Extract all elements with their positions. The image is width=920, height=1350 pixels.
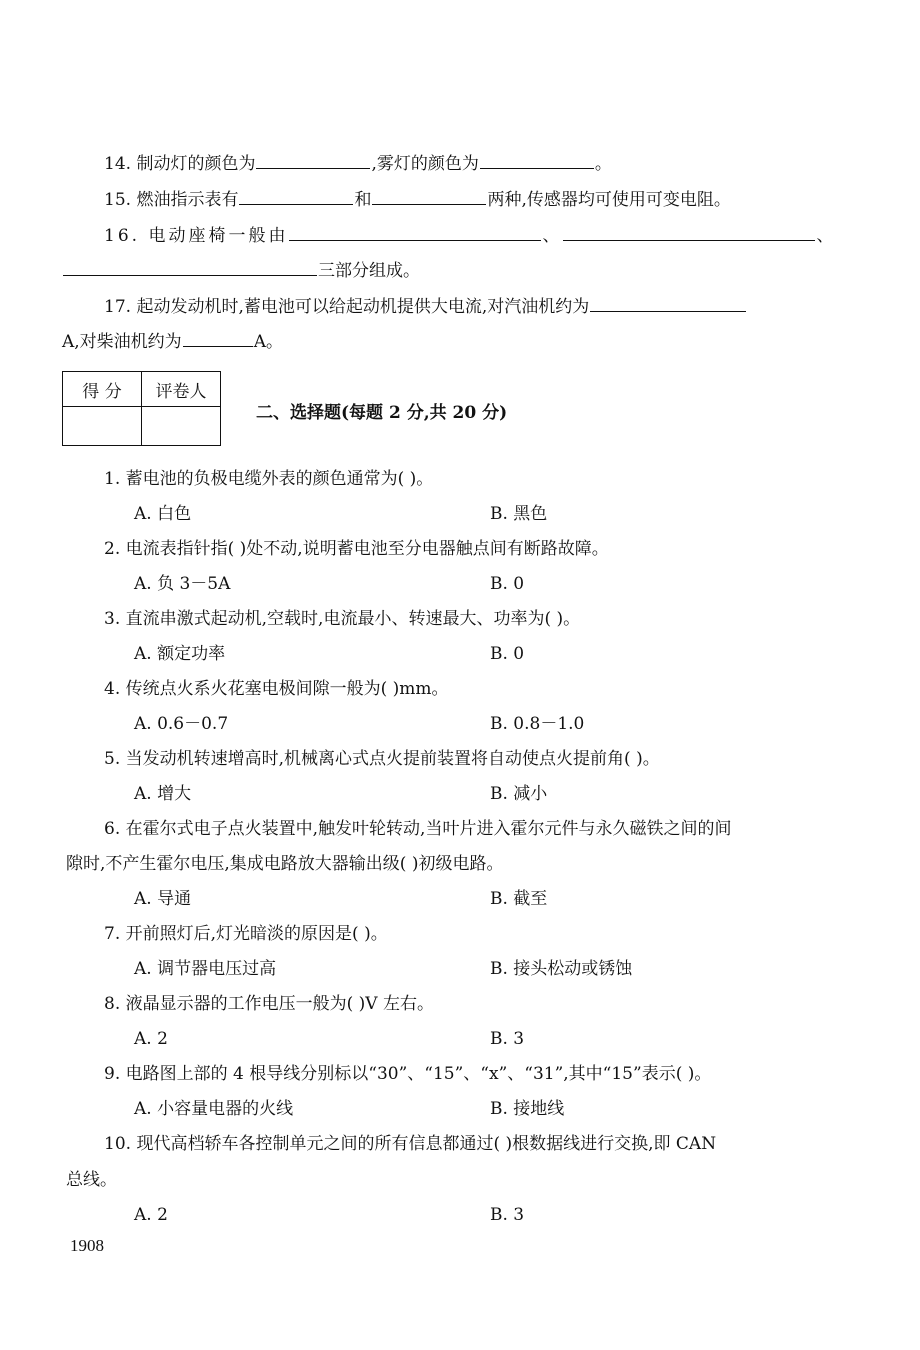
- answer-blank[interactable]: [590, 293, 746, 312]
- option-a[interactable]: A. 2: [134, 1205, 168, 1225]
- question-15: 15. 燃油指示表有 和 两种,传感器均可使用可变电阻。: [104, 186, 731, 212]
- answer-blank[interactable]: [63, 257, 317, 276]
- question-text: 5. 当发动机转速增高时,机械离心式点火提前装置将自动使点火提前角( )。: [104, 749, 660, 769]
- answer-blank[interactable]: [563, 222, 815, 241]
- option-a[interactable]: A. 导通: [134, 889, 192, 909]
- question-text: 7. 开前照灯后,灯光暗淡的原因是( )。: [104, 924, 388, 944]
- answer-blank[interactable]: [183, 328, 253, 347]
- question-text: 3. 直流串激式起动机,空载时,电流最小、转速最大、功率为( )。: [104, 609, 581, 629]
- option-b[interactable]: B. 截至: [490, 889, 548, 909]
- option-a[interactable]: A. 0.6－0.7: [134, 714, 229, 734]
- option-b[interactable]: B. 黑色: [490, 504, 548, 524]
- question-14: 14. 制动灯的颜色为 ,雾灯的颜色为 。: [104, 150, 612, 176]
- option-a[interactable]: A. 2: [134, 1029, 168, 1049]
- question-text: 2. 电流表指针指( )处不动,说明蓄电池至分电器触点间有断路故障。: [104, 539, 609, 559]
- grader-cell[interactable]: [142, 407, 221, 446]
- option-b[interactable]: B. 接头松动或锈蚀: [490, 959, 633, 979]
- question-16: 16. 电动座椅一般由 、 、: [104, 222, 836, 248]
- option-a[interactable]: A. 负 3－5A: [134, 574, 231, 594]
- score-cell[interactable]: [63, 407, 142, 446]
- option-a[interactable]: A. 调节器电压过高: [134, 959, 277, 979]
- answer-blank[interactable]: [372, 186, 486, 205]
- question-text: 1. 蓄电池的负极电缆外表的颜色通常为( )。: [104, 469, 434, 489]
- question-16-cont: 三部分组成。: [62, 257, 420, 283]
- answer-blank[interactable]: [239, 186, 353, 205]
- option-b[interactable]: B. 3: [490, 1029, 525, 1049]
- option-b[interactable]: B. 减小: [490, 784, 548, 804]
- question-text: 4. 传统点火系火花塞电极间隙一般为( )mm。: [104, 679, 449, 699]
- answer-blank[interactable]: [256, 150, 370, 169]
- grader-label: 评卷人: [142, 372, 221, 407]
- option-b[interactable]: B. 0: [490, 644, 525, 664]
- question-17-cont: A,对柴油机约为 A。: [62, 328, 283, 354]
- option-a[interactable]: A. 白色: [134, 504, 192, 524]
- question-text: 10. 现代高档轿车各控制单元之间的所有信息都通过( )根数据线进行交换,即 CAN: [104, 1134, 717, 1154]
- option-b[interactable]: B. 3: [490, 1205, 525, 1225]
- option-b[interactable]: B. 0: [490, 574, 525, 594]
- option-b[interactable]: B. 0.8－1.0: [490, 714, 585, 734]
- question-text-cont: 总线。: [66, 1170, 117, 1190]
- option-b[interactable]: B. 接地线: [490, 1099, 565, 1119]
- score-box: [62, 371, 221, 446]
- question-text: 8. 液晶显示器的工作电压一般为( )V 左右。: [104, 994, 434, 1014]
- score-label: 得 分: [63, 372, 142, 407]
- answer-blank[interactable]: [289, 222, 541, 241]
- page-number: 1908: [70, 1236, 104, 1255]
- question-text: 6. 在霍尔式电子点火装置中,触发叶轮转动,当叶片进入霍尔元件与永久磁铁之间的间: [104, 819, 732, 839]
- option-a[interactable]: A. 增大: [134, 784, 192, 804]
- answer-blank[interactable]: [480, 150, 594, 169]
- question-17: 17. 起动发动机时,蓄电池可以给起动机提供大电流,对汽油机约为: [104, 293, 747, 319]
- question-text-cont: 隙时,不产生霍尔电压,集成电路放大器输出级( )初级电路。: [66, 854, 504, 874]
- option-a[interactable]: A. 小容量电器的火线: [134, 1099, 294, 1119]
- question-text: 9. 电路图上部的 4 根导线分别标以“30”、“15”、“x”、“31”,其中“15”表示( )。: [104, 1064, 712, 1084]
- section-title: 二、选择题(每题 2 分,共 20 分): [256, 403, 508, 423]
- option-a[interactable]: A. 额定功率: [134, 644, 226, 664]
